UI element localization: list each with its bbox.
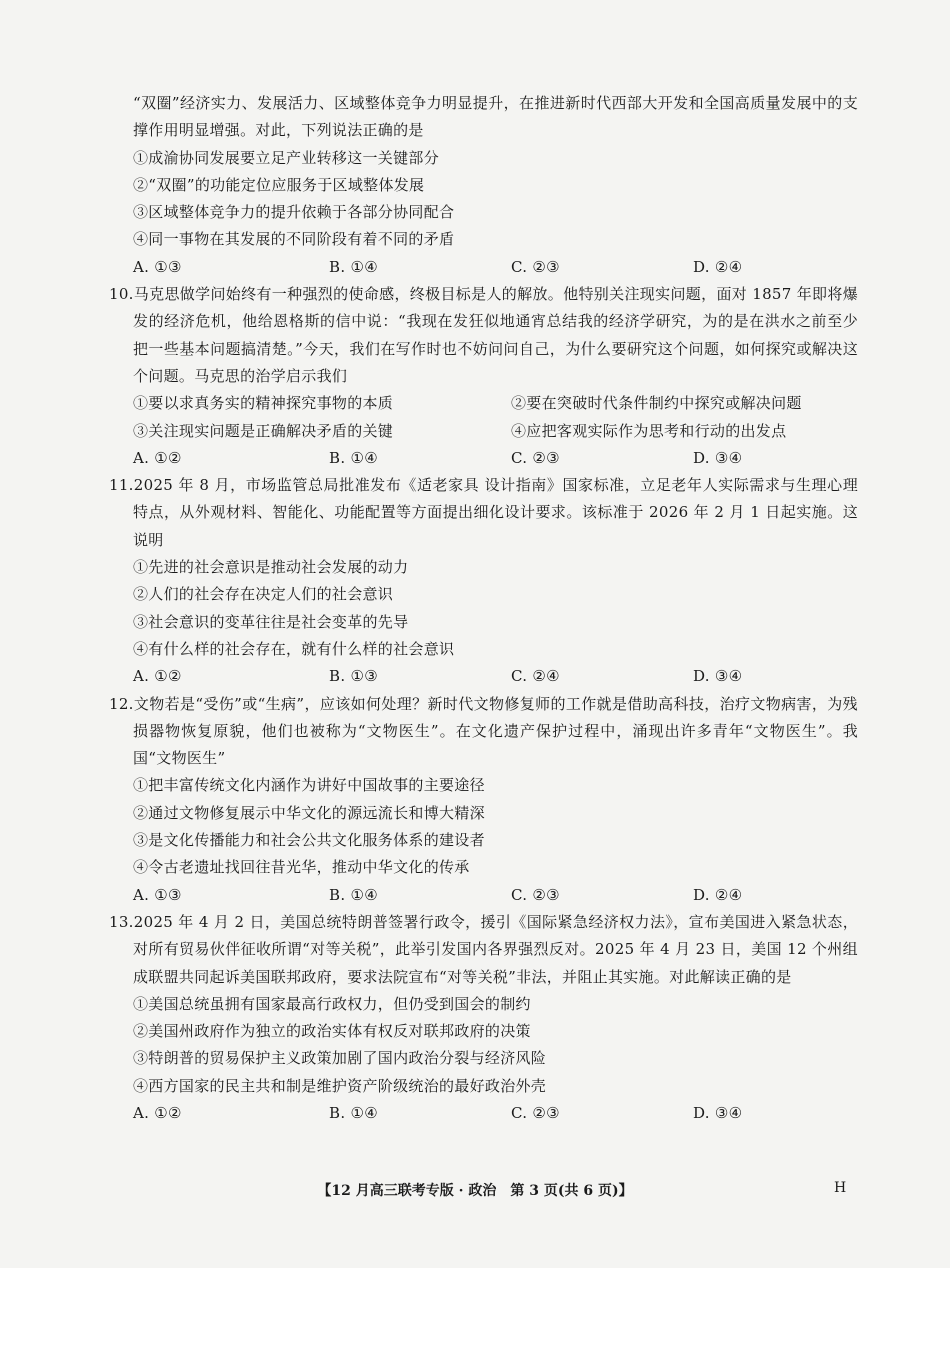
question-11 [109,472,858,690]
statement-2: ②通过文物修复展示中华文化的源远流长和博大精深 [133,803,485,822]
question-stem [109,691,858,773]
choice-d[interactable]: D. ③④ [693,667,743,686]
page-footer [0,1180,950,1204]
choice-a[interactable]: A. ①② [133,448,182,467]
question-text: 文物若是“受伤”或“生病”，应该如何处理？新时代文物修复师的工作就是借助高科技，治疗文物病害，为残损器物恢复原貌，他们也被称为“文物医生”。在文化遗产保护过程中，涌现出许多青年“文物医生”。我国“文物医生” [133,694,858,768]
choice-d[interactable]: D. ②④ [693,885,743,904]
statement-4: ④有什么样的社会存在，就有什么样的社会意识 [133,639,455,658]
answer-choices [133,445,858,472]
statement-3: ③是文化传播能力和社会公共文化服务体系的建设者 [133,831,485,850]
question-number: 11. [109,476,134,495]
answer-choices [133,254,858,281]
question-text: 2025 年 4 月 2 日，美国总统特朗普签署行政令，援引《国际紧急经济权力法》，宣布美国进入紧急状态，对所有贸易伙伴征收所谓“对等关税”，此举引发国内各界强烈反对。2025 年 4 月 23 日，美国 12 个州组成联盟共同起诉美国联邦政府，要求法院宣布“对等关税”非法，并阻止其实施。对此解读正确的是 [133,912,858,986]
statement-grid [133,390,858,445]
statement-4: ④应把客观实际作为思考和行动的出发点 [511,421,787,440]
statement-1: ①先进的社会意识是推动社会发展的动力 [133,558,409,577]
answer-choices [133,663,858,690]
footer-version-code: H [834,1180,847,1196]
answer-choices [133,1100,858,1127]
answer-choices [133,882,858,909]
question-9 [133,90,858,281]
choice-c[interactable]: C. ②③ [511,1103,560,1122]
statement-2: ②“双圈”的功能定位应服务于区域整体发展 [133,175,425,194]
choice-b[interactable]: B. ①④ [329,885,378,904]
question-text: 马克思做学问始终有一种强烈的使命感，终极目标是人的解放。他特别关注现实问题，面对 1857 年即将爆发的经济危机，他给恩格斯的信中说：“我现在发狂似地通宵总结我的经济学研究，为的是在洪水之前至少把一些基本问题搞清楚。”今天，我们在写作时也不妨问问自己，为什么要研究这个问题，如何探究或解决这个问题。马克思的治学启示我们 [133,285,858,385]
question-number: 12. [109,694,134,713]
question-list [109,90,858,1127]
choice-d[interactable]: D. ②④ [693,257,743,276]
statement-2: ②美国州政府作为独立的政治实体有权反对联邦政府的决策 [133,1022,531,1041]
question-12 [109,691,858,909]
statement-1: ①成渝协同发展要立足产业转移这一关键部分 [133,148,440,167]
choice-b[interactable]: B. ①④ [329,257,378,276]
statement-2: ②要在突破时代条件制约中探究或解决问题 [511,394,802,413]
choice-c[interactable]: C. ②③ [511,448,560,467]
choice-b[interactable]: B. ①④ [329,448,378,467]
choice-c[interactable]: C. ②③ [511,257,560,276]
question-stem [109,909,858,991]
statement-1: ①把丰富传统文化内涵作为讲好中国故事的主要途径 [133,776,485,795]
statement-4: ④同一事物在其发展的不同阶段有着不同的矛盾 [133,230,455,249]
choice-d[interactable]: D. ③④ [693,448,743,467]
question-stem: “双圈”经济实力、发展活力、区域整体竞争力明显提升，在推进新时代西部大开发和全国高质量发展中的支撑作用明显增强。对此，下列说法正确的是 [133,94,858,140]
statement-1: ①要以求真务实的精神探究事物的本质 [133,394,394,413]
choice-d[interactable]: D. ③④ [693,1103,743,1122]
statement-3: ③特朗普的贸易保护主义政策加剧了国内政治分裂与经济风险 [133,1049,547,1068]
question-13 [109,909,858,1127]
choice-a[interactable]: A. ①② [133,667,182,686]
statement-3: ③社会意识的变革往往是社会变革的先导 [133,612,409,631]
statement-4: ④令古老遗址找回往昔光华，推动中华文化的传承 [133,858,470,877]
choice-b[interactable]: B. ①④ [329,1103,378,1122]
question-stem [109,472,858,554]
statement-2: ②人们的社会存在决定人们的社会意识 [133,585,394,604]
question-10 [109,281,858,472]
statement-1: ①美国总统虽拥有国家最高行政权力，但仍受到国会的制约 [133,994,531,1013]
footer-title: 【12 月高三联考专版 · 政治 第 3 页(共 6 页)】 [317,1183,633,1199]
choice-b[interactable]: B. ①③ [329,667,378,686]
statement-4: ④西方国家的民主共和制是维护资产阶级统治的最好政治外壳 [133,1076,547,1095]
choice-a[interactable]: A. ①③ [133,257,182,276]
choice-a[interactable]: A. ①③ [133,885,182,904]
choice-c[interactable]: C. ②③ [511,885,560,904]
question-number: 13. [109,912,134,931]
question-text: 2025 年 8 月，市场监管总局批准发布《适老家具 设计指南》国家标准，立足老年人实际需求与生理心理特点，从外观材料、智能化、功能配置等方面提出细化设计要求。该标准于 2026 年 2 月 1 日起实施。这说明 [133,476,858,549]
question-stem [109,281,858,390]
choice-c[interactable]: C. ②④ [511,667,560,686]
statement-3: ③区域整体竞争力的提升依赖于各部分协同配合 [133,203,455,222]
statement-3: ③关注现实问题是正确解决矛盾的关键 [133,421,394,440]
choice-a[interactable]: A. ①② [133,1103,182,1122]
question-number: 10. [109,285,134,304]
